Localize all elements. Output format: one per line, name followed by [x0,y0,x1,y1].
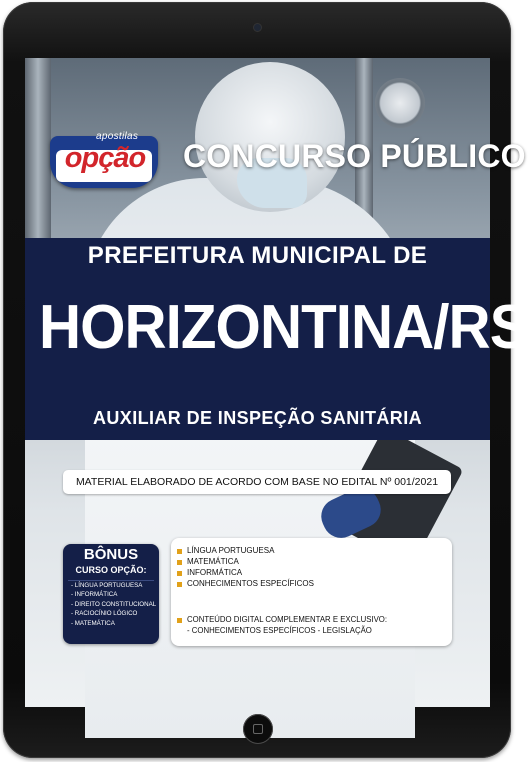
gauge-icon [375,78,425,128]
list-item: - INFORMÁTICA [71,591,118,599]
list-item: - DIREITO CONSTITUCIONAL [71,600,157,608]
bonus-box [63,544,159,644]
subject-item: CONHECIMENTOS ESPECÍFICOS [187,579,314,588]
bonus-title: BÔNUS [83,546,139,563]
bullet-icon [177,560,182,565]
subject-item: MATEMÁTICA [187,557,239,566]
bonus-subtitle: CURSO OPÇÃO: [75,565,147,575]
list-item: - MATEMÁTICA [71,619,115,627]
logo-small-text: apostilas [96,131,139,142]
brand-logo [50,128,162,190]
content-box [171,538,452,646]
logo-main-text: opção [64,142,146,174]
bullet-icon [177,549,182,554]
list-item: - RACIOCÍNIO LÓGICO [71,610,138,618]
subject-item: LÍNGUA PORTUGUESA [187,546,275,555]
bullet-icon [177,582,182,587]
contest-title: CONCURSO PÚBLICO [183,138,526,174]
home-button[interactable] [243,714,273,744]
cover-line-1: PREFEITURA MUNICIPAL DE [87,242,428,269]
list-item: - LÍNGUA PORTUGUESA [71,582,143,589]
subject-item: INFORMÁTICA [187,568,243,577]
digital-content-items: - CONHECIMENTOS ESPECÍFICOS - LEGISLAÇÃO [187,626,372,635]
bullet-icon [177,571,182,576]
digital-content-heading: CONTEÚDO DIGITAL COMPLEMENTAR E EXCLUSIVO: [187,615,388,624]
edital-note: MATERIAL ELABORADO DE ACORDO COM BASE NO EDITAL Nº 001/2021 [63,470,451,494]
book-cover [25,58,528,707]
camera-dot [254,24,261,31]
bullet-icon [177,618,182,623]
background-pipe [25,58,51,238]
cover-city: HORIZONTINA/RS [38,293,528,362]
tablet-frame [3,2,528,758]
bonus-list [68,580,157,641]
cover-position: AUXILIAR DE INSPEÇÃO SANITÁRIA [92,408,423,428]
home-square-icon [253,724,263,734]
